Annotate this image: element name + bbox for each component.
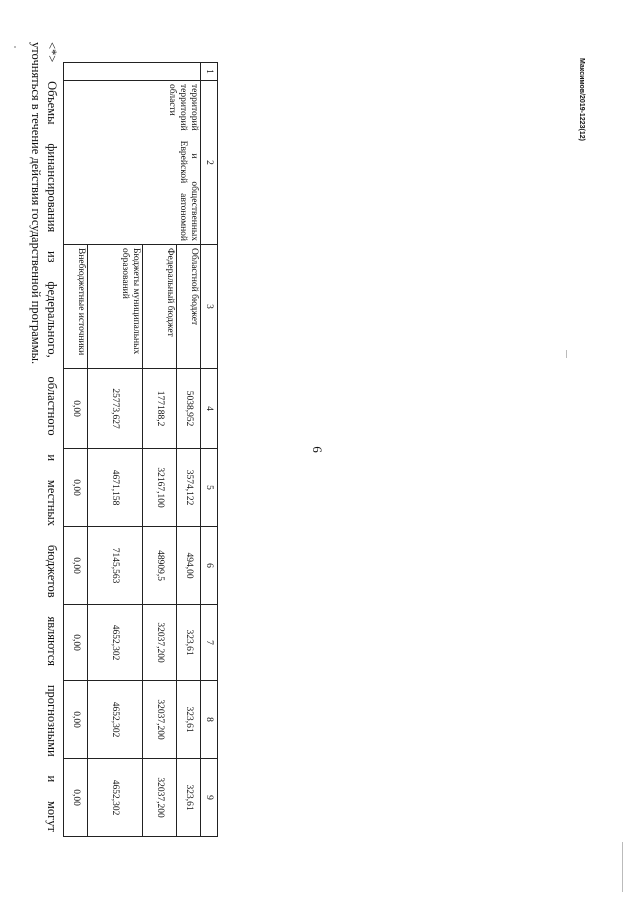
index-cell: [64, 63, 201, 81]
source-cell: Бюджеты муниципальных образований: [88, 245, 143, 369]
header-cell: 6: [201, 527, 218, 605]
header-cell: 7: [201, 605, 218, 681]
source-cell: Федеральный бюджет: [143, 245, 177, 369]
document-stamp: Максимов/2019-1223(12): [578, 58, 585, 141]
value-cell: 7145,563: [88, 527, 143, 605]
value-cell: 177188,2: [143, 369, 177, 449]
value-cell: 0,00: [64, 527, 88, 605]
value-cell: 3574,122: [177, 449, 201, 527]
scan-speck: [566, 350, 567, 358]
header-cell: 2: [201, 81, 218, 245]
footnote-line: <*> Объемы финансирования из федерального, областного и местных бюджетов являются прогнозными и могут: [45, 42, 59, 832]
rotated-document-body: [29, 42, 218, 882]
value-cell: 4652,302: [88, 759, 143, 837]
financing-table: [63, 62, 218, 837]
header-cell: 3: [201, 245, 218, 369]
page-number: 6: [309, 446, 325, 453]
scan-speck: [14, 46, 16, 48]
value-cell: 0,00: [64, 605, 88, 681]
footnote: [28, 42, 60, 832]
value-cell: 323,61: [177, 759, 201, 837]
value-cell: 32037,200: [143, 759, 177, 837]
table-header-row: [201, 63, 218, 837]
header-cell: 9: [201, 759, 218, 837]
table-row: [177, 63, 201, 837]
value-cell: 323,61: [177, 605, 201, 681]
source-cell: Областной бюджет: [177, 245, 201, 369]
header-cell: 1: [201, 63, 218, 81]
value-cell: 32037,200: [143, 605, 177, 681]
value-cell: 494,00: [177, 527, 201, 605]
value-cell: 4671,158: [88, 449, 143, 527]
value-cell: 32037,200: [143, 681, 177, 759]
value-cell: 0,00: [64, 449, 88, 527]
header-cell: 5: [201, 449, 218, 527]
footnote-line: уточняться в течение действия государственной программы.: [29, 42, 43, 365]
value-cell: 4652,302: [88, 681, 143, 759]
value-cell: 5038,952: [177, 369, 201, 449]
program-cell: территорий и общественных территорий Еврейской автономной области: [64, 81, 201, 245]
header-cell: 8: [201, 681, 218, 759]
scan-edge-line: [622, 842, 623, 892]
header-cell: 4: [201, 369, 218, 449]
value-cell: 0,00: [64, 759, 88, 837]
value-cell: 48909,5: [143, 527, 177, 605]
source-cell: Внебюджетные источники: [64, 245, 88, 369]
value-cell: 0,00: [64, 681, 88, 759]
value-cell: 32167,100: [143, 449, 177, 527]
value-cell: 25773,627: [88, 369, 143, 449]
value-cell: 323,61: [177, 681, 201, 759]
value-cell: 0,00: [64, 369, 88, 449]
value-cell: 4652,302: [88, 605, 143, 681]
